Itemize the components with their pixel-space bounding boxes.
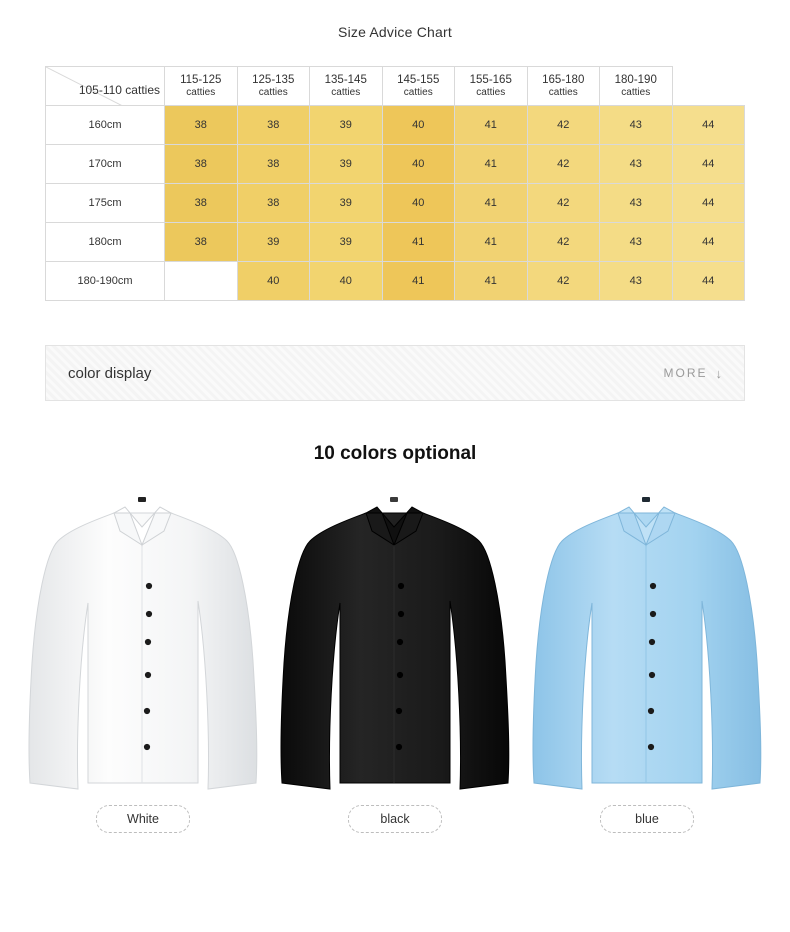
color-option-black[interactable] xyxy=(269,483,521,833)
cell-r2-c4: 41 xyxy=(455,184,528,223)
cell-r2-c3: 40 xyxy=(382,184,455,223)
color-option-white[interactable] xyxy=(17,483,269,833)
cell-r4-c5: 42 xyxy=(527,262,600,301)
cell-r2-c2: 39 xyxy=(310,184,383,223)
cell-r1-c3: 40 xyxy=(382,145,455,184)
cell-r1-c4: 41 xyxy=(455,145,528,184)
shirt-image-blue xyxy=(522,483,772,795)
cell-r4-c2: 40 xyxy=(310,262,383,301)
color-label-black: black xyxy=(348,805,442,833)
cell-r4-c4: 41 xyxy=(455,262,528,301)
cell-r0-c0: 38 xyxy=(165,106,238,145)
color-option-blue[interactable] xyxy=(521,483,773,833)
cell-r1-c5: 42 xyxy=(527,145,600,184)
column-header-1 xyxy=(237,67,310,106)
cell-r0-c3: 40 xyxy=(382,106,455,145)
cell-r2-c5: 42 xyxy=(527,184,600,223)
column-header-3 xyxy=(382,67,455,106)
column-header-5 xyxy=(527,67,600,106)
table-row xyxy=(46,223,745,262)
color-label-white: White xyxy=(96,805,190,833)
cell-r0-c1: 38 xyxy=(237,106,310,145)
cell-r1-c2: 39 xyxy=(310,145,383,184)
column-header-line2: catties xyxy=(403,86,433,98)
cell-r1-c6: 43 xyxy=(600,145,673,184)
cell-r2-c7: 44 xyxy=(672,184,745,223)
row-label: 175cm xyxy=(46,184,165,223)
colors-heading: 10 colors optional xyxy=(313,443,477,464)
column-header-line2: catties xyxy=(331,86,361,98)
column-header-6 xyxy=(600,67,673,106)
column-header-line1: 180-190 xyxy=(614,73,657,86)
corner-label: 105-110 catties xyxy=(78,83,160,97)
color-options-row xyxy=(0,483,790,833)
table-row xyxy=(46,262,745,301)
cell-r3-c1: 39 xyxy=(237,223,310,262)
row-label: 170cm xyxy=(46,145,165,184)
cell-r2-c1: 38 xyxy=(237,184,310,223)
color-label-blue: blue xyxy=(600,805,694,833)
column-header-line2: catties xyxy=(186,86,216,98)
column-header-0 xyxy=(165,67,238,106)
cell-r2-c0: 38 xyxy=(165,184,238,223)
column-header-line2: catties xyxy=(258,86,288,98)
cell-r1-c1: 38 xyxy=(237,145,310,184)
cell-r3-c0: 38 xyxy=(165,223,238,262)
cell-r4-c6: 43 xyxy=(600,262,673,301)
column-header-line1: 125-135 xyxy=(252,73,295,86)
cell-r3-c5: 42 xyxy=(527,223,600,262)
cell-r2-c6: 43 xyxy=(600,184,673,223)
column-header-line1: 135-145 xyxy=(324,73,367,86)
cell-r0-c5: 42 xyxy=(527,106,600,145)
table-corner-cell xyxy=(46,67,165,106)
cell-r3-c3: 41 xyxy=(382,223,455,262)
cell-r4-c7: 44 xyxy=(672,262,745,301)
column-header-2 xyxy=(310,67,383,106)
cell-r0-c6: 43 xyxy=(600,106,673,145)
size-chart-container xyxy=(45,66,745,301)
arrow-down-icon: ↓ xyxy=(715,365,722,381)
table-header-row xyxy=(46,67,745,106)
more-label: MORE xyxy=(663,366,708,380)
size-chart-table xyxy=(45,66,745,301)
row-label: 180-190cm xyxy=(46,262,165,301)
cell-r3-c7: 44 xyxy=(672,223,745,262)
table-row xyxy=(46,184,745,223)
column-header-line1: 155-165 xyxy=(469,73,512,86)
column-header-line2: catties xyxy=(548,86,578,98)
table-row xyxy=(46,145,745,184)
cell-r3-c2: 39 xyxy=(310,223,383,262)
column-header-line1: 145-155 xyxy=(397,73,440,86)
cell-r1-c0: 38 xyxy=(165,145,238,184)
cell-r4-c1: 40 xyxy=(237,262,310,301)
row-label: 180cm xyxy=(46,223,165,262)
cell-r3-c6: 43 xyxy=(600,223,673,262)
color-display-label: color display xyxy=(68,364,152,382)
cell-r4-c3: 41 xyxy=(382,262,455,301)
color-display-banner xyxy=(45,345,745,401)
page-title: Size Advice Chart xyxy=(338,24,452,40)
table-row xyxy=(46,106,745,145)
column-header-line1: 165-180 xyxy=(542,73,585,86)
row-label: 160cm xyxy=(46,106,165,145)
cell-r1-c7: 44 xyxy=(672,145,745,184)
shirt-image-white xyxy=(18,483,268,795)
cell-r3-c4: 41 xyxy=(455,223,528,262)
column-header-line1: 115-125 xyxy=(180,73,222,86)
column-header-line2: catties xyxy=(621,86,651,98)
column-header-line2: catties xyxy=(476,86,506,98)
shirt-image-black xyxy=(270,483,520,795)
cell-r4-c0 xyxy=(165,262,238,301)
cell-r0-c7: 44 xyxy=(672,106,745,145)
cell-r0-c4: 41 xyxy=(455,106,528,145)
column-header-4 xyxy=(455,67,528,106)
more-button[interactable] xyxy=(664,366,723,381)
cell-r0-c2: 39 xyxy=(310,106,383,145)
